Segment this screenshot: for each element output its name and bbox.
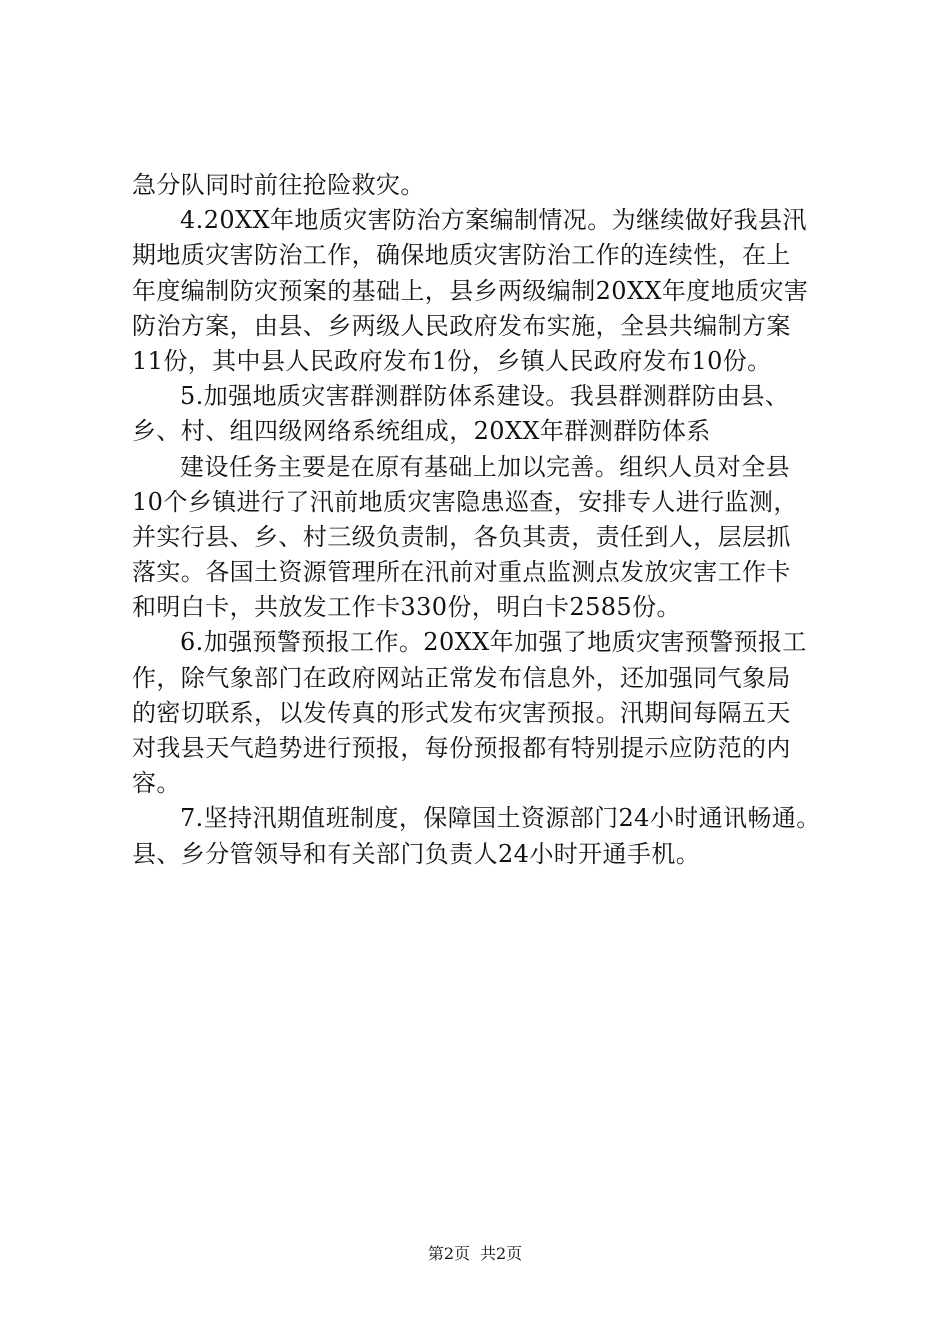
text-line: 7.坚持汛期值班制度，保障国土资源部门24小时通讯畅通。 [180,804,821,833]
text-line: 11份，其中县人民政府发布1份，乡镇人民政府发布10份。 [132,346,772,375]
text-line: 对我县天气趋势进行预报，每份预报都有特别提示应防范的内 [132,734,791,762]
page-total: 共2页 [480,1244,523,1263]
text-line: 防治方案，由县、乡两级人民政府发布实施，全县共编制方案 [132,311,791,340]
text-line: 的密切联系，以发传真的形式发布灾害预报。汛期间每隔五天 [132,698,791,727]
text-line: 并实行县、乡、村三级负责制，各负其责，责任到人，层层抓 [132,522,791,551]
text-line: 容。 [132,769,181,798]
text-line: 乡、村、组四级网络系统组成，20XX年群测群防体系 [132,417,711,446]
text-line: 6.加强预警预报工作。20XX年加强了地质灾害预警预报工 [180,628,807,657]
text-line: 4.20XX年地质灾害防治方案编制情况。为继续做好我县汛 [180,206,807,235]
text-line: 年度编制防灾预案的基础上，县乡两级编制20XX年度地质灾害 [132,276,809,305]
text-line: 期地质灾害防治工作，确保地质灾害防治工作的连续性，在上 [132,241,791,270]
text-line: 县、乡分管领导和有关部门负责人24小时开通手机。 [132,839,701,868]
document-body [132,168,832,872]
text-line: 10个乡镇进行了汛前地质灾害隐患巡查，安排专人进行监测， [132,487,798,516]
text-line: 和明白卡，共放发工作卡330份，明白卡2585份。 [132,593,681,622]
text-line: 落实。各国土资源管理所在汛前对重点监测点发放灾害工作卡 [132,558,791,587]
text-line: 建设任务主要是在原有基础上加以完善。组织人员对全县 [180,452,790,481]
text-line: 急分队同时前往抢险救灾。 [132,171,425,199]
page-number: 第2页 [427,1244,470,1263]
page-footer [0,1243,950,1265]
text-line: 作，除气象部门在政府网站正常发布信息外，还加强同气象局 [132,663,791,692]
text-line: 5.加强地质灾害群测群防体系建设。我县群测群防由县、 [180,382,790,411]
